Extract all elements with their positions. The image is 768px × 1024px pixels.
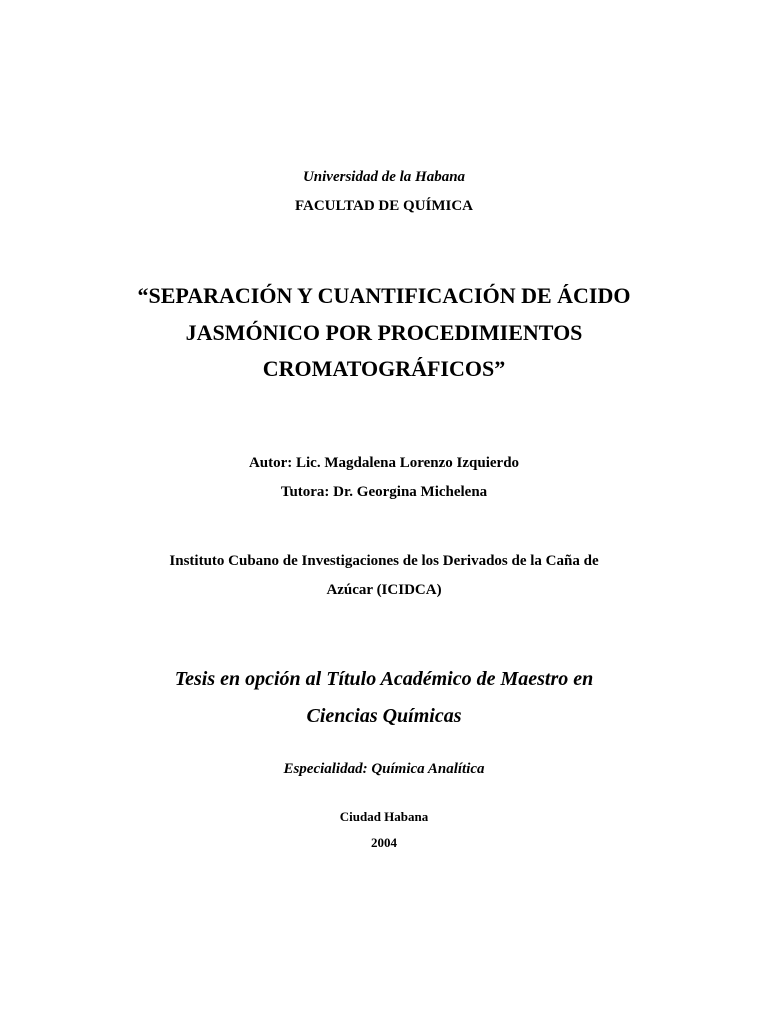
year-line: 2004 [371, 835, 397, 850]
thesis-title-line-1: “SEPARACIÓN Y CUANTIFICACIÓN DE ÁCIDO [137, 283, 631, 308]
faculty-name: FACULTAD DE QUÍMICA [294, 198, 474, 214]
institution-line-1: Instituto Cubano de Investigaciones de los Derivados de la Caña de [169, 553, 599, 569]
degree-line-2: Ciencias Químicas [306, 705, 462, 727]
university-name: Universidad de la Habana [302, 169, 466, 185]
specialty-line: Especialidad: Química Analítica [283, 761, 485, 777]
author-line: Autor: Lic. Magdalena Lorenzo Izquierdo [248, 455, 520, 471]
degree-line-1: Tesis en opción al Título Académico de Maestro en [174, 668, 594, 690]
tutor-line: Tutora: Dr. Georgina Michelena [280, 484, 488, 500]
place-line: Ciudad Habana [339, 809, 429, 824]
thesis-title-line-2: JASMÓNICO POR PROCEDIMIENTOS [185, 320, 583, 345]
institution-line-2: Azúcar (ICIDCA) [326, 582, 442, 598]
thesis-title-line-3: CROMATOGRÁFICOS” [262, 356, 506, 381]
